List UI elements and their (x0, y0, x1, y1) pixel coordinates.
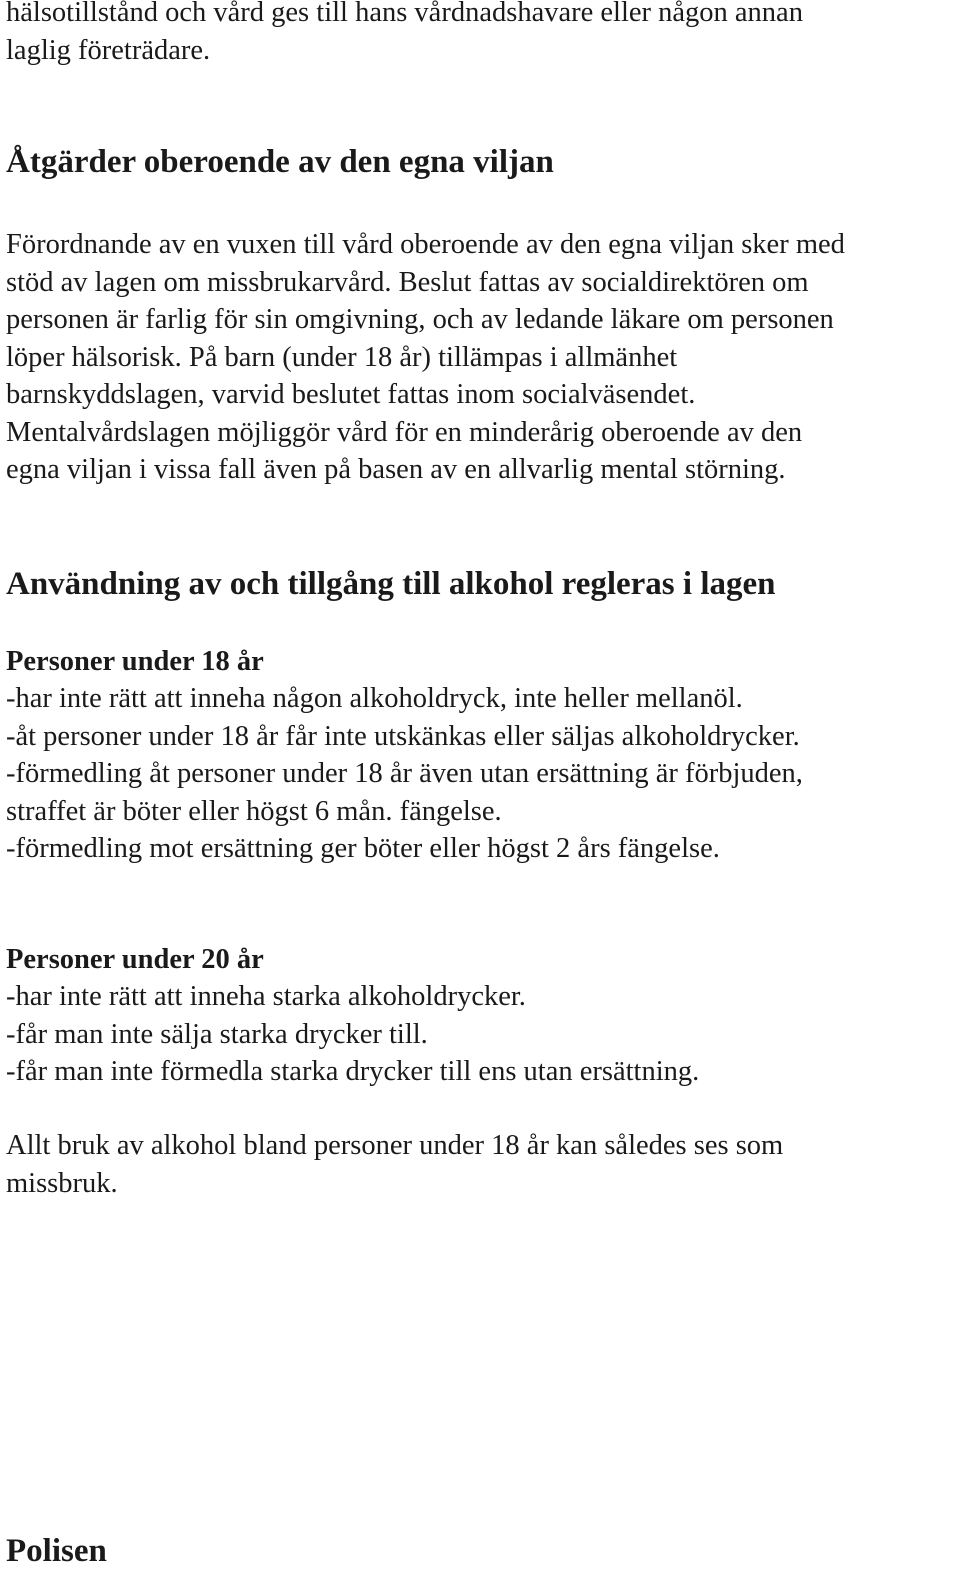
under-20-list (6, 978, 699, 1091)
list-item: -åt personer under 18 år får inte utskänkas eller säljas alkoholdrycker. (6, 720, 800, 752)
text-line: laglig företrädare. (6, 34, 211, 66)
text-line: Förordnande av en vuxen till vård oberoende av den egna viljan sker med (6, 229, 845, 260)
text-line: barnskyddslagen, varvid beslutet fattas inom socialväsendet. (6, 379, 696, 410)
text-line: löper hälsorisk. På barn (under 18 år) tillämpas i allmänhet (6, 341, 678, 373)
text-line: egna viljan i vissa fall även på basen av en allvarlig mental störning. (6, 454, 786, 485)
text-line: missbruk. (6, 1167, 118, 1199)
list-item: -får man inte sälja starka drycker till. (6, 1018, 428, 1050)
subheading-under-18: Personer under 18 år (6, 646, 264, 677)
section-heading-involuntary: Åtgärder oberoende av den egna viljan (6, 144, 554, 180)
list-item: -förmedling åt personer under 18 år även utan ersättning är förbjuden, (6, 758, 803, 789)
subheading-under-20: Personer under 20 år (6, 944, 264, 975)
text-line: personen är farlig för sin omgivning, och av ledande läkare om personen (6, 304, 834, 335)
text-line: Allt bruk av alkohol bland personer under 18 år kan således ses som (6, 1130, 784, 1161)
list-item: straffet är böter eller högst 6 mån. fängelse. (6, 795, 502, 827)
section-heading-alcohol: Användning av och tillgång till alkohol regleras i lagen (6, 566, 776, 602)
text-line: stöd av lagen om missbrukarvård. Beslut fattas av socialdirektören om (6, 266, 809, 298)
intro-paragraph (6, 0, 803, 69)
section-heading-police: Polisen (6, 1533, 107, 1569)
involuntary-paragraph (6, 226, 845, 489)
list-item: -har inte rätt att inneha starka alkoholdrycker. (6, 981, 526, 1012)
conclusion-paragraph (6, 1127, 783, 1202)
text-line: Mentalvårdslagen möjliggör vård för en minderårig oberoende av den (6, 416, 803, 448)
list-item: -har inte rätt att inneha någon alkoholdryck, inte heller mellanöl. (6, 683, 743, 714)
list-item: -förmedling mot ersättning ger böter eller högst 2 års fängelse. (6, 833, 720, 864)
under-18-list (6, 680, 803, 868)
list-item: -får man inte förmedla starka drycker till ens utan ersättning. (6, 1056, 700, 1087)
text-line: hälsotillstånd och vård ges till hans vårdnadshavare eller någon annan (6, 0, 803, 28)
